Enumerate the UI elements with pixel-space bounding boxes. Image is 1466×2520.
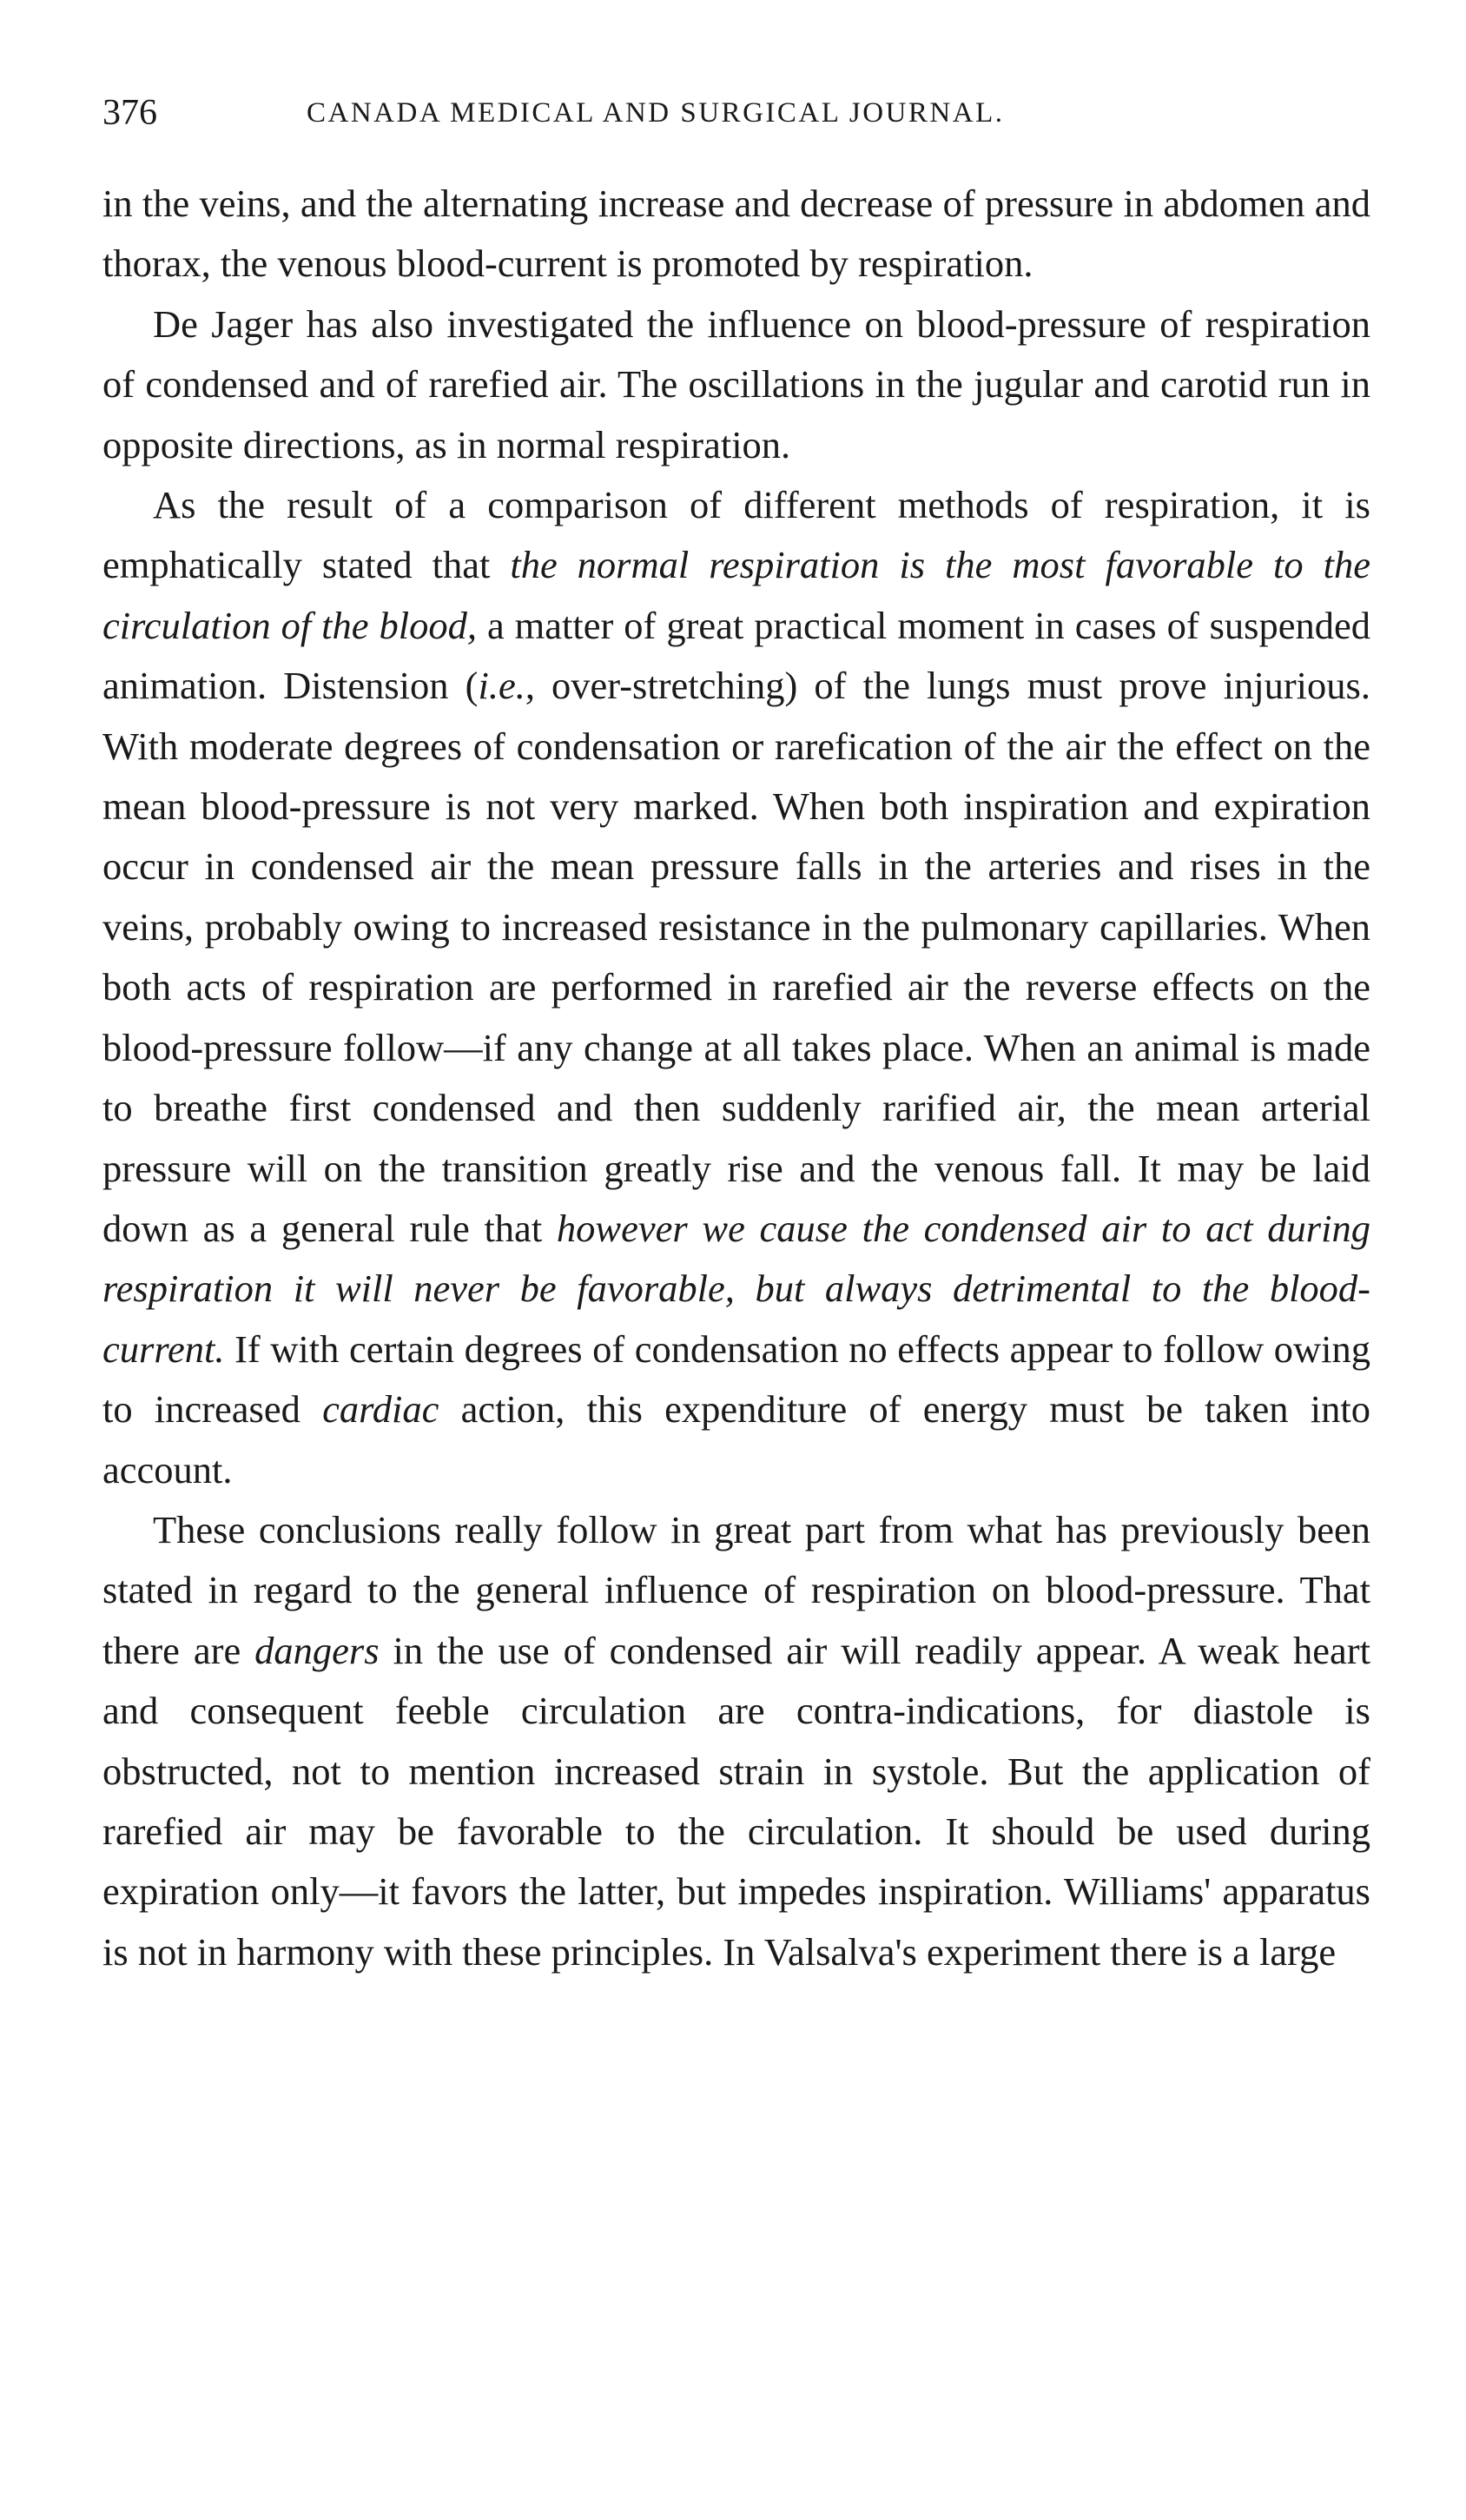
paragraph-3 [102,475,1370,1500]
running-head [102,87,1370,139]
article-body [102,174,1370,1982]
italic-text-run: dangers [254,1628,380,1672]
italic-text-run: cardiac [322,1387,439,1432]
italic-text-run: however we cause the condensed air to act during respiration it will never be favorable, but always detrimental to the blood-current. [102,1206,1370,1371]
paragraph-2 [102,294,1370,475]
text-run: a matter of great practical moment in cases of suspended animation. Distension ( [102,603,1370,708]
paragraph-1 [102,174,1370,294]
paragraph-4 [102,1500,1370,1982]
italic-text-run: i.e. [478,664,525,708]
text-run: As the result of a comparison of different methods of respiration, it is emphatically stated that [102,483,1370,587]
text-run: , over-stretching) of the lungs must prove injurious. With moderate degrees of condensation or rarefication of the air the effect on the mean blood-pressure is not very marked. When both inspiration and expiration occur in condensed air the mean pressure falls in the arteries and rises in the veins, probably owing to increased resistance in the pulmonary capillaries. When both acts of respiration are performed in rarefied air the reverse effects on the blood-pressure follow—if any change at all takes place. When an animal is made to breathe first condensed and then suddenly rarified air, the mean arterial pressure will on the transition greatly rise and the venous fall. It may be laid down as a general rule that [102,664,1370,1250]
text-run: in the veins, and the alternating increase and decrease of pressure in abdomen and thorax, the venous blood-current is promoted by respiration. [102,182,1370,286]
text-run: De Jager has also investigated the influence on blood-pressure of respiration of condensed and of rarefied air. The oscillations in the jugular and carotid run in opposite directions, as in normal respiration. [102,301,1370,466]
text-run: If with certain degrees of condensation no effects appear to follow owing to increased [102,1326,1370,1432]
italic-text-run: the normal respiration is the most favorable to the circulation of the blood, [102,543,1370,647]
page-number: 376 [102,93,157,133]
text-run: in the use of condensed air will readily appear. A weak heart and consequent feeble circulation are contra-indications, for diastole is obstructed, not to mention increased strain in systole. But the application of rarefied air may be favorable to the circulation. It should be used during expiration only—it favors the latter, but impedes inspiration. Williams' apparatus is not in harmony with these principles. In Valsalva's experiment there is a large [102,1628,1370,1974]
text-run: These conclusions really follow in great part from what has previously been stated in regard to the general influence of respiration on blood-pressure. That there are [102,1507,1370,1672]
text-run: action, this expenditure of energy must be taken into account. [102,1387,1370,1491]
journal-title: CANADA MEDICAL AND SURGICAL JOURNAL. [307,97,1005,129]
